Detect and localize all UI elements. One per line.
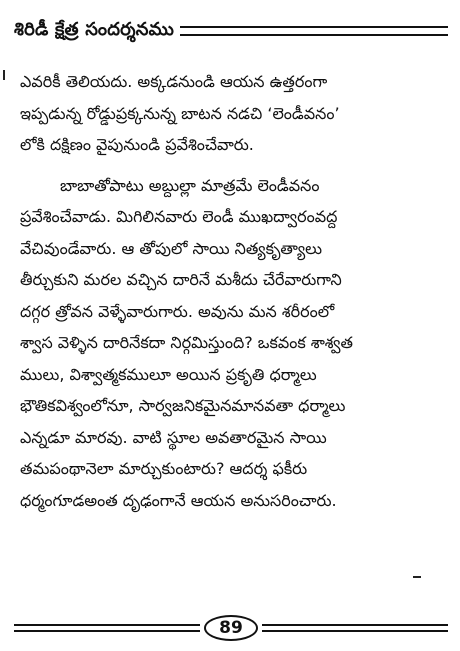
text-line: దగ్గర త్రోవన వెళ్ళేవారుగారు. అవును మన శరీరంలో [20, 301, 335, 321]
footer-rule-right [262, 624, 448, 632]
text-line: ఎన్నడూ మారవు. వాటి స్థూల అవతారమైన సాయి [20, 427, 327, 447]
running-header [14, 18, 448, 44]
text-line: తమపంథానెలా మార్చుకుంటారు? ఆదర్శ ఫకీరు [20, 459, 308, 478]
text-line: ధర్మంగూడఅంత దృఢంగానే ఆయన అనుసరించారు. [20, 490, 337, 510]
text-line: ములు, విశ్వాత్మకములూ అయిన ప్రకృతి ధర్మాలు [20, 364, 317, 384]
text-line: తీర్చుకుని మరల వచ్చిన దారినే మశీదు చేరేవారుగాని [20, 270, 342, 289]
paragraph-2 [20, 170, 442, 517]
margin-mark [3, 70, 5, 80]
text-line: ఎవరికీ తెలియదు. అక్కడనుండి ఆయన ఉత్తరంగా [20, 72, 328, 91]
text-line: ఇప్పడున్న రోడ్డుప్రక్కనున్న బాటన నడచి ‘లెండీవనం’ [20, 103, 340, 123]
page-footer [14, 612, 448, 644]
text-line: శ్వాస వెళ్ళిన దారినేకదా నిర్గమిస్తుంది? ఒకవంక శాశ్వత [20, 333, 353, 352]
page-number-badge [204, 615, 258, 641]
text-line: భౌతికవిశ్వంలోనూ, సార్వజనికమైనమానవతా ధర్మాలు [20, 396, 346, 415]
footer-dash [413, 576, 421, 578]
running-header-title: శిరిడీ క్షేత్ర సందర్శనము [14, 18, 175, 40]
text-line: ప్రవేశించేవాడు. మిగిలినవారు లెండీ ముఖద్వారంవద్ద [20, 207, 338, 226]
text-line: బాబాతోపాటు అబ్దుల్లా మాత్రమే లెండీవనం [60, 175, 320, 195]
paragraph-1 [20, 66, 442, 161]
page-number: 89 [219, 618, 243, 638]
header-rule [180, 26, 448, 36]
text-line: లోకి దక్షిణం వైపునుండి ప్రవేశించేవారు. [20, 135, 254, 154]
text-line: వేచివుండేవారు. ఆ తోపులో సాయి నిత్యకృత్యాలు [20, 238, 323, 258]
footer-rule-left [14, 624, 200, 632]
body-text [20, 66, 442, 516]
